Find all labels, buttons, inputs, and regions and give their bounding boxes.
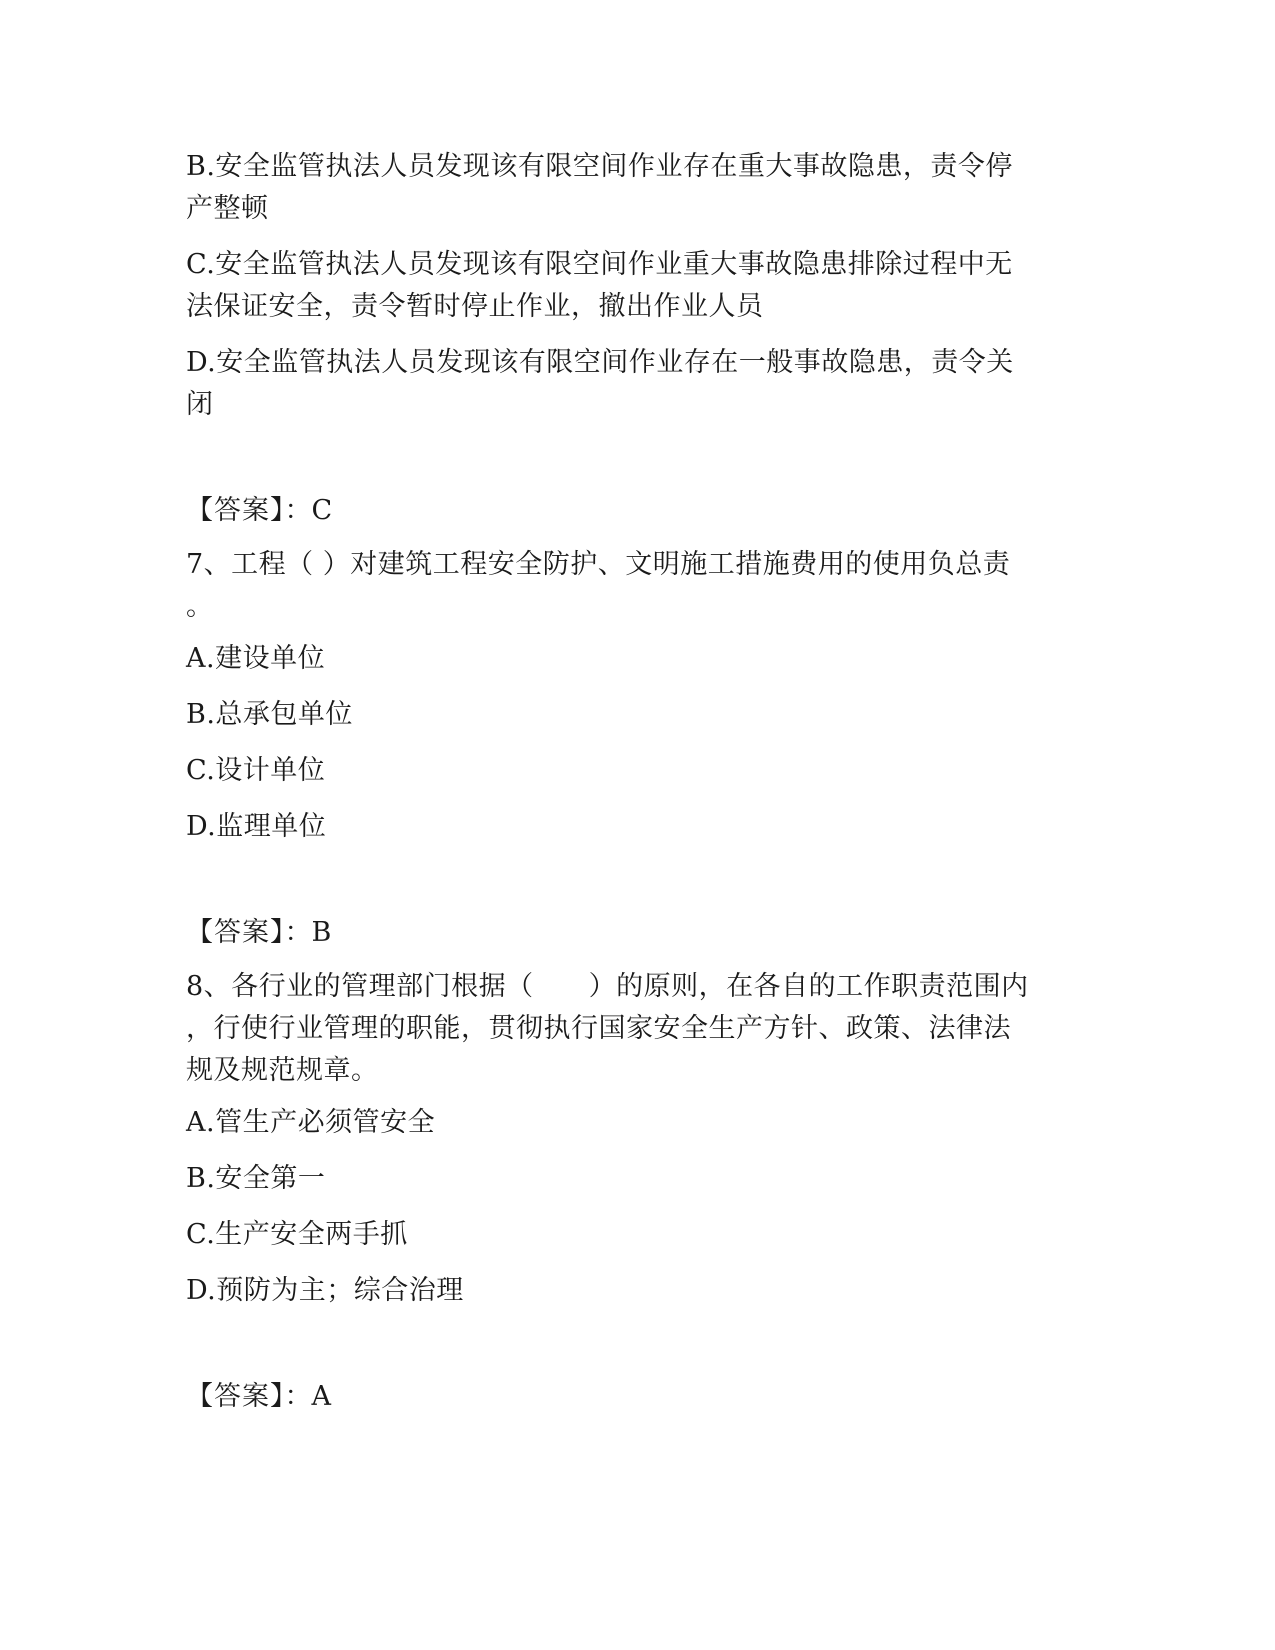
answer-value: C	[311, 495, 333, 526]
q7-option-c	[186, 750, 1066, 792]
answer-separator: ：	[284, 495, 312, 526]
option-line: C.安全监管执法人员发现该有限空间作业重大事故隐患排除过程中无	[186, 249, 1013, 280]
q6-option-d	[186, 342, 1066, 426]
answer-label: 【答案】	[186, 1381, 285, 1412]
q8-option-d	[186, 1270, 1066, 1312]
question-line: 。	[186, 591, 214, 622]
question-line: 规及规范规章。	[186, 1055, 379, 1086]
question-line: 7、工程（ ）对建筑工程安全防护、文明施工措施费用的使用负总责	[186, 549, 1011, 580]
option-line: B.总承包单位	[186, 699, 353, 730]
option-line: B.安全监管执法人员发现该有限空间作业存在重大事故隐患，责令停	[186, 151, 1013, 182]
option-line: C.设计单位	[186, 755, 326, 786]
option-line: 产整顿	[186, 193, 269, 224]
option-line: C.生产安全两手抓	[186, 1219, 408, 1250]
option-line: 闭	[186, 389, 214, 420]
q7-option-d	[186, 806, 1066, 848]
q7-stem	[186, 544, 1066, 628]
answer-label: 【答案】	[186, 917, 285, 948]
q8-option-c	[186, 1214, 1066, 1256]
option-line: 法保证安全，责令暂时停止作业，撤出作业人员	[186, 291, 764, 322]
q8-answer	[186, 1376, 1066, 1418]
q6-answer	[186, 490, 1066, 532]
q7-option-a	[186, 638, 1066, 680]
q7-option-b	[186, 694, 1066, 736]
q8-option-a	[186, 1102, 1066, 1144]
q6-option-c	[186, 244, 1066, 328]
answer-separator: ：	[284, 1381, 312, 1412]
answer-separator: ：	[284, 917, 312, 948]
answer-value: A	[311, 1381, 331, 1412]
answer-label: 【答案】	[186, 495, 285, 526]
option-line: A.管生产必须管安全	[186, 1107, 436, 1138]
option-line: A.建设单位	[186, 643, 326, 674]
q8-stem	[186, 966, 1066, 1092]
question-line: 8、各行业的管理部门根据（ ）的原则，在各自的工作职责范围内	[186, 971, 1029, 1002]
q8-option-b	[186, 1158, 1066, 1200]
option-line: B.安全第一	[186, 1163, 326, 1194]
q6-option-b	[186, 146, 1066, 230]
option-line: D.安全监管执法人员发现该有限空间作业存在一般事故隐患，责令关	[186, 347, 1014, 378]
answer-value: B	[311, 917, 332, 948]
q7-answer	[186, 912, 1066, 954]
document-content	[186, 146, 1066, 1430]
option-line: D.预防为主；综合治理	[186, 1275, 464, 1306]
option-line: D.监理单位	[186, 811, 327, 842]
question-line: ，行使行业管理的职能，贯彻执行国家安全生产方针、政策、法律法	[186, 1013, 1011, 1044]
